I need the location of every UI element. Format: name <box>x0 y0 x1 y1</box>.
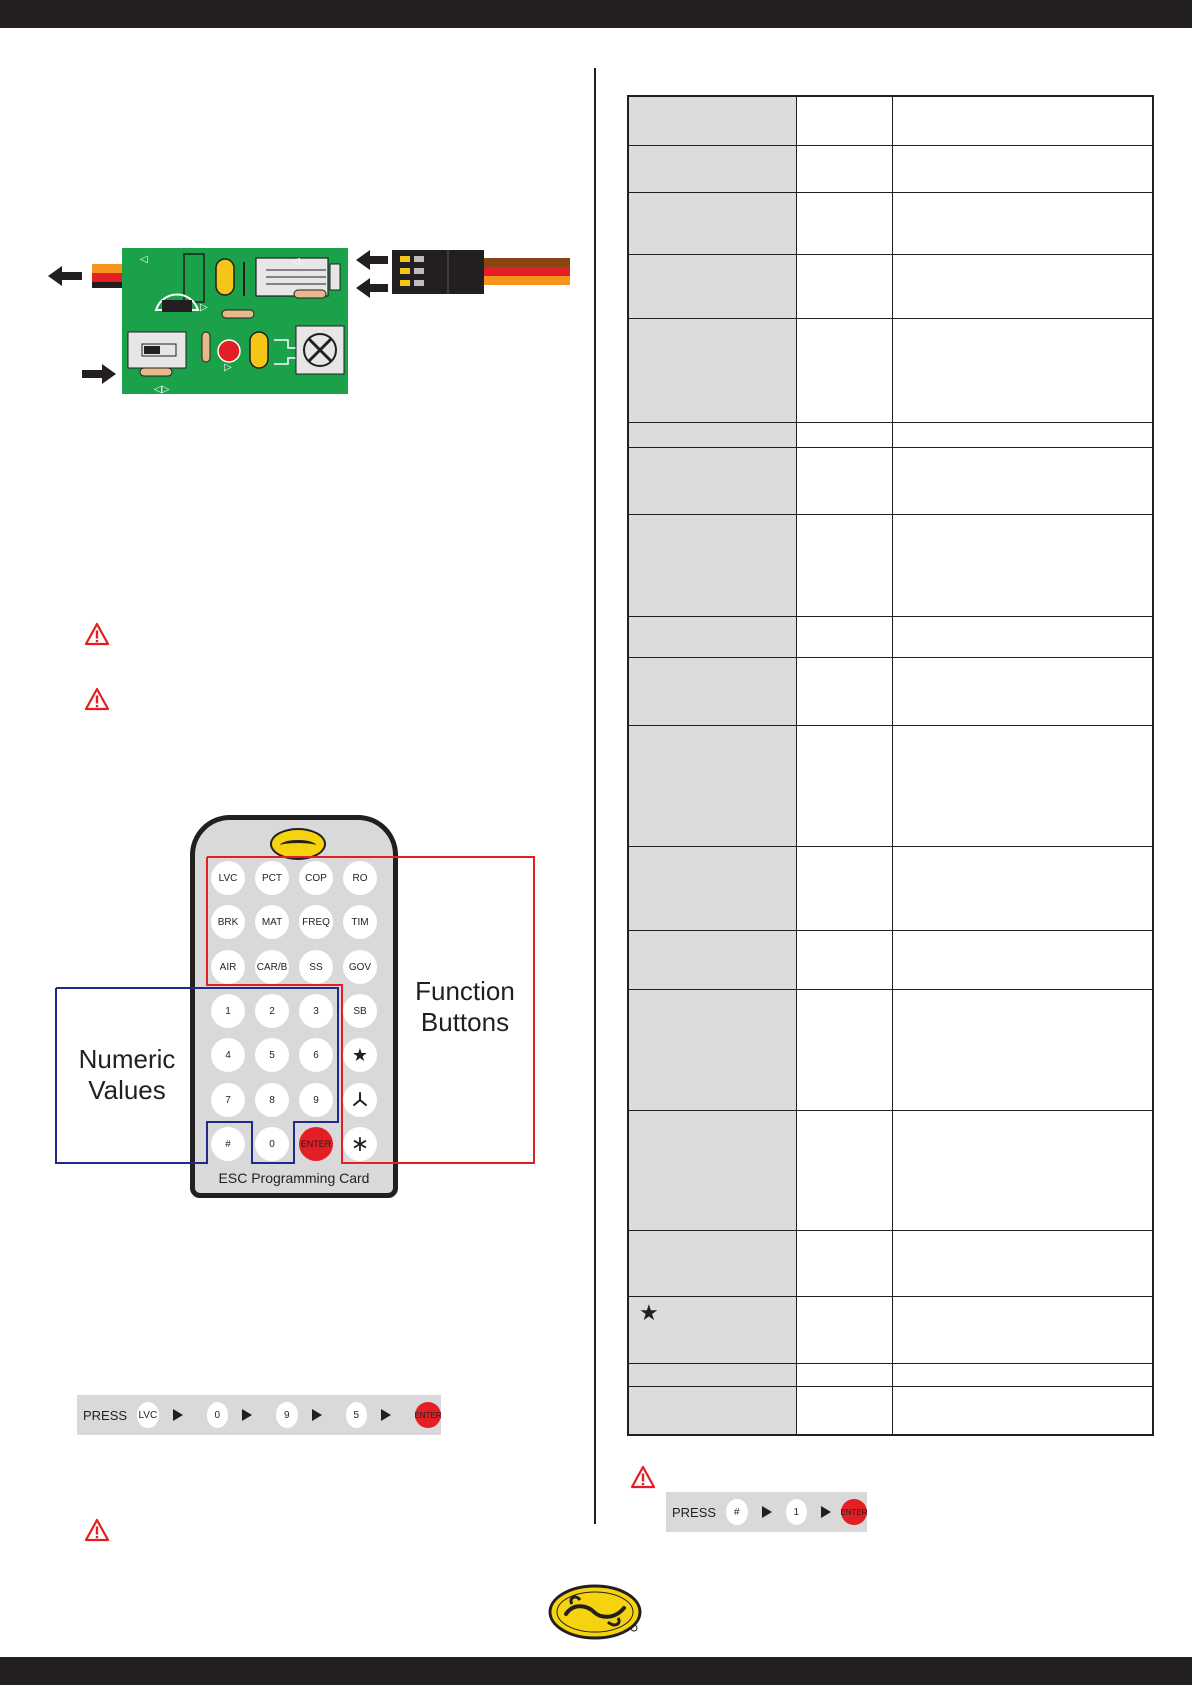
scorpion-logo <box>548 1584 642 1640</box>
table-row <box>629 514 1152 616</box>
card-button-4[interactable]: 4 <box>211 1038 245 1072</box>
card-button-sb[interactable]: SB <box>343 994 377 1028</box>
card-button-brk[interactable]: BRK <box>211 905 245 939</box>
numeric-label-line2: Values <box>88 1075 166 1105</box>
card-button-8[interactable]: 8 <box>255 1083 289 1117</box>
press-sequence-lvc <box>77 1395 441 1435</box>
card-caption: ESC Programming Card <box>218 1170 370 1186</box>
table-row <box>629 616 1152 657</box>
card-button-cop[interactable]: COP <box>299 861 333 895</box>
play-arrow-icon <box>821 1506 831 1518</box>
svg-text:◁: ◁ <box>292 256 300 267</box>
press-step-hash: # <box>726 1499 747 1525</box>
play-arrow-icon <box>242 1409 252 1421</box>
table-row <box>629 422 1152 447</box>
table-row <box>629 1363 1152 1386</box>
card-button-7[interactable]: 7 <box>211 1083 245 1117</box>
press-sequence-hash <box>666 1492 867 1532</box>
table-row <box>629 318 1152 422</box>
star-icon: ★ <box>639 1301 659 1326</box>
press-step-enter: ENTER <box>841 1499 867 1525</box>
table-row <box>629 725 1152 846</box>
card-button-0[interactable]: 0 <box>255 1127 289 1161</box>
card-button-air[interactable]: AIR <box>211 950 245 984</box>
star-icon[interactable]: ★ <box>343 1038 377 1072</box>
play-arrow-icon <box>173 1409 183 1421</box>
table-row <box>629 930 1152 989</box>
play-arrow-icon <box>312 1409 322 1421</box>
card-button-pct[interactable]: PCT <box>255 861 289 895</box>
table-row <box>629 1230 1152 1296</box>
table-row <box>629 657 1152 725</box>
press-step-1: 1 <box>786 1499 807 1525</box>
table-row <box>629 1110 1152 1230</box>
table-row <box>629 97 1152 145</box>
card-button-hash[interactable]: # <box>211 1127 245 1161</box>
press-step-9: 9 <box>276 1402 297 1428</box>
press-step-5: 5 <box>346 1402 367 1428</box>
numeric-values-label <box>62 1044 192 1106</box>
card-button-3[interactable]: 3 <box>299 994 333 1028</box>
card-button-ro[interactable]: RO <box>343 861 377 895</box>
table-row <box>629 846 1152 930</box>
card-button-5[interactable]: 5 <box>255 1038 289 1072</box>
card-button-mat[interactable]: MAT <box>255 905 289 939</box>
svg-text:▷: ▷ <box>200 302 208 313</box>
press-label: PRESS <box>83 1407 128 1423</box>
table-row <box>629 989 1152 1110</box>
table-row <box>629 145 1152 192</box>
card-button-carb[interactable]: CAR/B <box>255 950 289 984</box>
card-button-9[interactable]: 9 <box>299 1083 333 1117</box>
card-button-freq[interactable]: FREQ <box>299 905 333 939</box>
svg-text:◁▷: ◁▷ <box>154 384 170 395</box>
table-row <box>629 192 1152 254</box>
svg-text:◁: ◁ <box>140 254 148 265</box>
function-label-line1: Function <box>415 976 515 1006</box>
card-button-2[interactable]: 2 <box>255 994 289 1028</box>
function-label-line2: Buttons <box>420 1007 510 1037</box>
table-row <box>629 1386 1152 1434</box>
svg-text:▷: ▷ <box>224 362 232 373</box>
asterisk-icon[interactable]: ∗ <box>343 1127 377 1161</box>
function-buttons-label <box>400 976 530 1038</box>
card-button-lvc[interactable]: LVC <box>211 861 245 895</box>
press-label: PRESS <box>672 1504 717 1520</box>
card-button-enter[interactable]: ENTER <box>299 1127 333 1161</box>
card-button-1[interactable]: 1 <box>211 994 245 1028</box>
card-button-6[interactable]: 6 <box>299 1038 333 1072</box>
play-arrow-icon <box>381 1409 391 1421</box>
table-row <box>629 254 1152 318</box>
numeric-label-line1: Numeric <box>78 1044 176 1074</box>
card-button-gov[interactable]: GOV <box>343 950 377 984</box>
table-row <box>629 447 1152 514</box>
table-row <box>629 1296 1152 1363</box>
press-step-0: 0 <box>207 1402 228 1428</box>
card-button-tim[interactable]: TIM <box>343 905 377 939</box>
card-button-ss[interactable]: SS <box>299 950 333 984</box>
press-step-enter: ENTER <box>415 1402 441 1428</box>
press-step-lvc: LVC <box>137 1402 158 1428</box>
settings-table <box>627 95 1154 1436</box>
play-arrow-icon <box>762 1506 772 1518</box>
